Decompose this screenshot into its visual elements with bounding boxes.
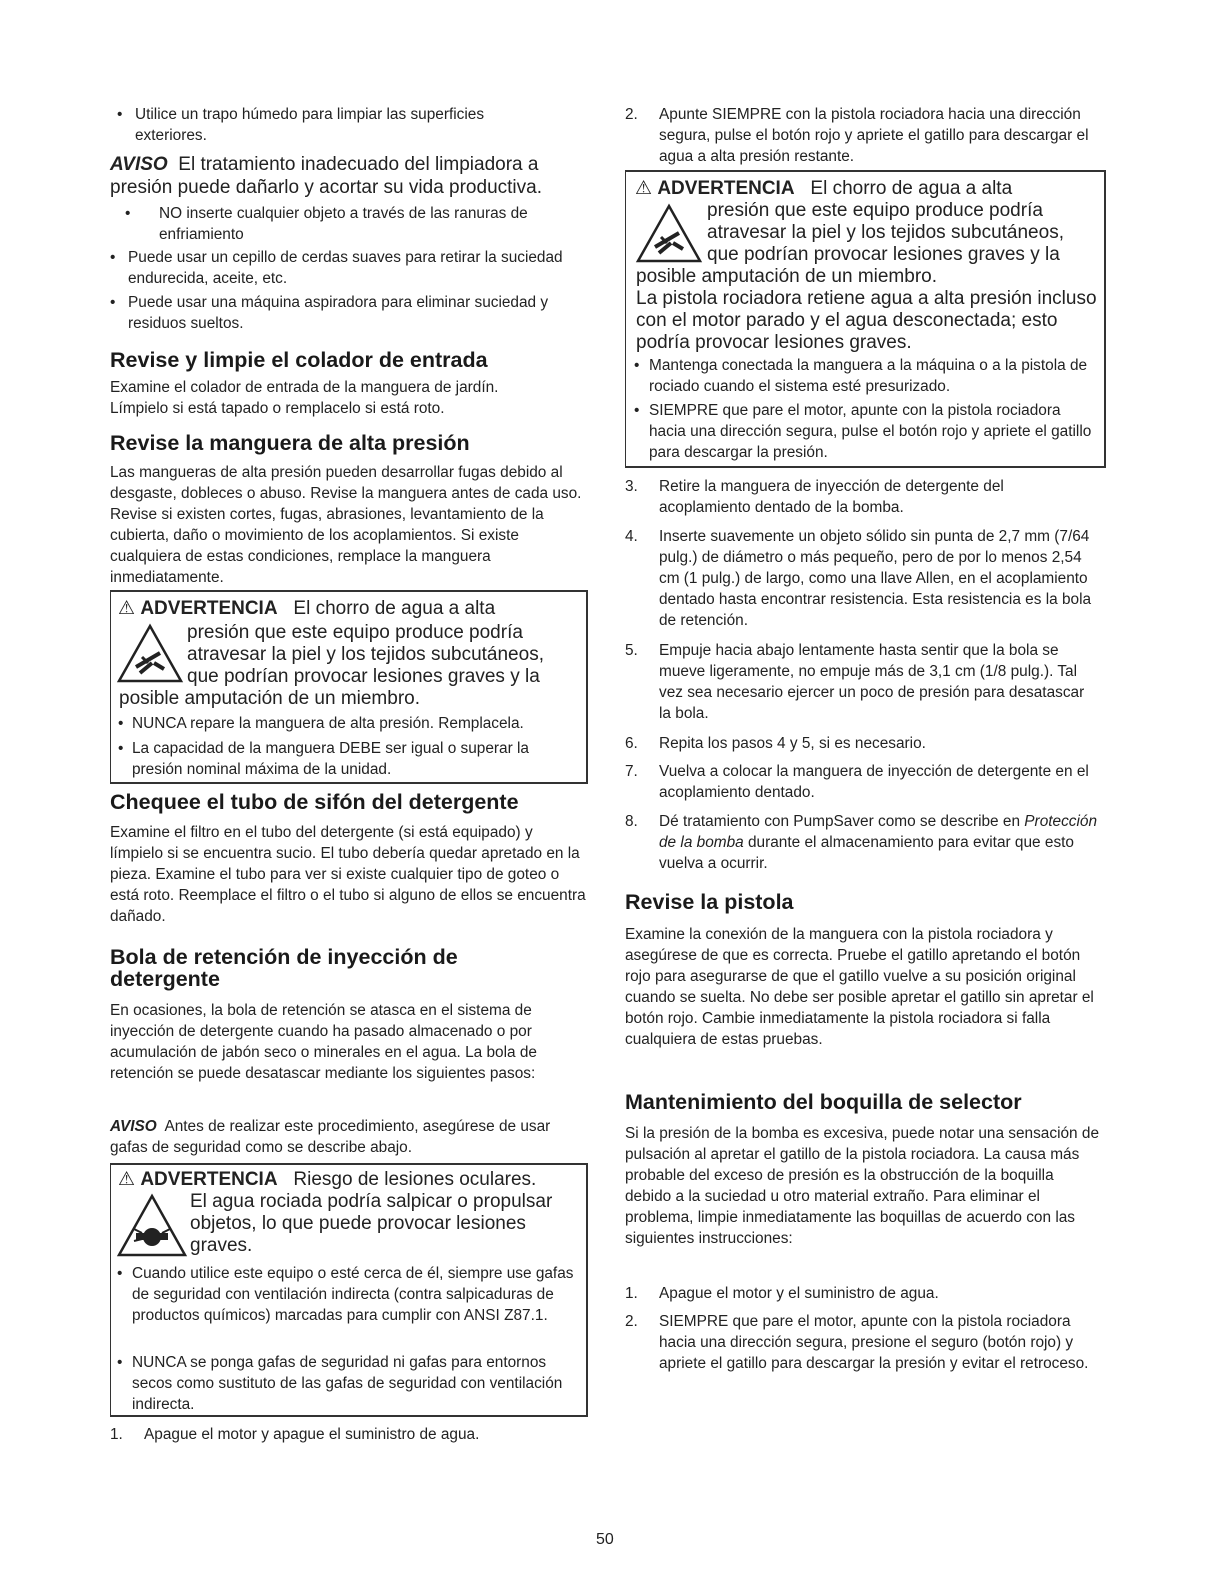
heading-boquilla: Mantenimiento del boquilla de selector [625,1090,1022,1114]
bullet-dot: • [110,294,116,311]
warning-header [118,598,578,620]
warning-triangle-icon: ⚠ [635,178,653,199]
aviso-text: El tratamiento inadecuado del limpiadora a presión puede dañarlo y acortar su vida productiva. [110,154,542,198]
warning-bullet [634,355,1099,397]
step-number: 8. [625,813,638,830]
bullet-dot: • [117,1354,123,1371]
step-number: 3. [625,478,638,495]
injection-hazard-icon [116,623,184,685]
warning-line: presión que este equipo produce podría [187,622,523,643]
step-number: 7. [625,763,638,780]
paragraph-pistola: Examine la conexión de la manguera con la pistola rociadora y asegúrese de que es correcta. Pruebe el gatillo apretando el botón rojo para asegurarse de que el gatillo vuelve a su posición original cuando se suelta. No debe ser posible apretar el gatillo sin apretar el botón rojo. Cambie inmediatamente la pistola rociadora si falla cualquiera de estas pruebas. [625,926,1094,1048]
bullet-text: Puede usar un cepillo de cerdas suaves para retirar la suciedad endurecida, aceite, etc. [128,249,563,287]
step-item [625,1311,1095,1374]
heading-sifon: Chequee el tubo de sifón del detergente [110,790,519,814]
warning-header [635,178,1100,200]
step-item [625,761,1095,803]
aviso-goggles [110,1116,588,1158]
bullet-text: Utilice un trapo húmedo para limpiar las superficies exteriores. [135,106,485,144]
bullet-ranuras [125,203,580,245]
warning-label: ADVERTENCIA [657,178,795,199]
warning-lead: Riesgo de lesiones oculares. [293,1169,537,1190]
warning-line: atravesar la piel y los tejidos subcutáneos, [187,644,544,665]
bullet-dot: • [634,402,640,419]
warning-line: graves. [190,1235,253,1256]
warning-label: ADVERTENCIA [140,598,278,619]
step-text-pre: Dé tratamiento con PumpSaver como se describe en [659,813,1021,830]
warning-bullet [118,738,580,780]
warning-line: El agua rociada podría salpicar o propulsar [190,1191,553,1212]
aviso-text: Antes de realizar este procedimiento, asegúrese de usar gafas de seguridad como se describe abajo. [110,1118,551,1156]
warning-bullet [117,1352,582,1415]
warning-line: que podrían provocar lesiones graves y la [707,244,1060,265]
bullet-text: NUNCA se ponga gafas de seguridad ni gafas para entornos secos como sustituto de las gafas de seguridad con ventilación indirecta. [132,1354,563,1413]
eye-protection-icon [116,1193,188,1259]
warning-extra: La pistola rociadora retiene agua a alta presión incluso con el motor parado y el agua desconectada; esto podría provocar lesiones graves. [636,288,1097,353]
bullet-dot: • [117,106,123,123]
step-number: 1. [110,1426,123,1443]
step-text-link: Protección de la bomba [659,813,1098,851]
bullet-text: NO inserte cualquier objeto a través de las ranuras de enfriamiento [159,205,528,243]
bullet-dot: • [118,715,124,732]
heading-colador: Revise y limpie el colador de entrada [110,348,488,372]
bullet-text: Puede usar una máquina aspiradora para eliminar suciedad y residuos sueltos. [128,294,549,332]
bullet-dot: • [118,740,124,757]
step-text-post: durante el almacenamiento para evitar que esto vuelva a ocurrir. [659,834,1074,872]
heading-bola: Bola de retención de inyección de detergente [110,945,458,991]
bullet-dot: • [125,205,131,222]
warning-tail: posible amputación de un miembro. [636,266,938,287]
warning-line: objetos, lo que puede provocar lesiones [190,1213,526,1234]
aviso-notice [110,153,580,199]
warning-triangle-icon: ⚠ [118,1169,136,1190]
warning-bullet [117,1263,582,1326]
step-item [625,811,1107,874]
aviso-label: AVISO [110,154,168,175]
warning-line: presión que este equipo produce podría [707,200,1043,221]
step-text [659,811,1107,874]
bullet-dot: • [110,249,116,266]
step-number: 6. [625,735,638,752]
step-item [625,640,1095,724]
bullet-text: Cuando utilice este equipo o esté cerca de él, siempre use gafas de seguridad con ventilación indirecta (contra salpicaduras de productos químicos) marcadas para cumplir con ANSI Z87.1. [132,1265,574,1324]
aviso-label: AVISO [110,1118,157,1135]
bullet-text: Mantenga conectada la manguera a la máquina o a la pistola de rociado cuando el sistema esté presurizado. [649,357,1088,395]
step-text: Inserte suavemente un objeto sólido sin punta de 2,7 mm (7/64 pulg.) de diámetro o más pequeño, pero de por lo menos 2,54 cm (1 pulg.) de largo, como una llave Allen, en el acoplamiento dentado hasta encontrar resistencia. Esta resistencia es la bola de retención. [659,528,1092,629]
heading-manguera: Revise la manguera de alta presión [110,431,470,455]
bullet-cepillo [110,247,580,289]
warning-lead: El chorro de agua a alta [293,598,496,619]
step-item [625,526,1095,631]
step-text: Retire la manguera de inyección de detergente del acoplamiento dentado de la bomba. [659,478,1004,516]
bullet-text: SIEMPRE que pare el motor, apunte con la pistola rociadora hacia una dirección segura, pulse el botón rojo y apriete el gatillo para descargar la presión. [649,402,1092,461]
warning-header [118,1169,578,1191]
warning-tail: posible amputación de un miembro. [119,688,421,709]
step-text: Apague el motor y el suministro de agua. [659,1285,939,1302]
step-item [110,1424,588,1445]
step-number: 1. [625,1285,638,1302]
step-text: Empuje hacia abajo lentamente hasta sentir que la bola se mueve ligeramente, no empuje más de 3,1 cm (1/8 pulg.). Tal vez sea necesario ejercer un poco de presión para desatascar la bola. [659,642,1085,722]
step-item [625,1283,1095,1304]
step-text: Repita los pasos 4 y 5, si es necesario. [659,735,926,752]
warning-lead: El chorro de agua a alta [810,178,1013,199]
step-item [625,476,1095,518]
warning-bullet [634,400,1099,463]
heading-pistola: Revise la pistola [625,890,794,914]
step-item [625,733,1095,754]
step-text: Vuelva a colocar la manguera de inyección de detergente en el acoplamiento dentado. [659,763,1089,801]
bullet-dot: • [634,357,640,374]
paragraph-sifon: Examine el filtro en el tubo del detergente (si está equipado) y límpielo si se encuentra sucio. El tubo debería quedar apretado en la pieza. Examine el tubo para ver si existe cualquier tipo de goteo o está roto. Reemplace el filtro o el tubo si alguno de ellos se encuentra dañado. [110,824,586,925]
bullet-dot: • [117,1265,123,1282]
step-item [625,104,1095,167]
bullet-text: NUNCA repare la manguera de alta presión. Remplacela. [132,715,524,732]
warning-bullet [118,713,580,734]
step-number: 4. [625,528,638,545]
injection-hazard-icon [634,203,704,265]
step-text: SIEMPRE que pare el motor, apunte con la pistola rociadora hacia una dirección segura, presione el seguro (botón rojo) y apriete el gatillo para descargar la presión y evitar el retroceso. [659,1313,1089,1372]
paragraph-manguera: Las mangueras de alta presión pueden desarrollar fugas debido al desgaste, dobleces o abuso. Revise la manguera antes de cada uso. Revise si existen cortes, fugas, abrasiones, levantamiento de la cubierta, daño o movimiento de los acoplamientos. Si existe cualquiera de estas condiciones, remplace la manguera inmediatamente. [110,464,582,586]
page-number: 50 [596,1531,614,1548]
warning-line: atravesar la piel y los tejidos subcutáneos, [707,222,1064,243]
paragraph-colador: Examine el colador de entrada de la manguera de jardín. Límpielo si está tapado o remplacelo si está roto. [110,379,499,417]
warning-line: que podrían provocar lesiones graves y la [187,666,540,687]
step-number: 2. [625,106,638,123]
step-text: Apunte SIEMPRE con la pistola rociadora hacia una dirección segura, pulse el botón rojo y apriete el gatillo para descargar el agua a alta presión restante. [659,106,1089,165]
bullet-aspiradora [110,292,580,334]
step-number: 5. [625,642,638,659]
bullet-trapo [117,104,557,146]
step-text: Apague el motor y apague el suministro de agua. [144,1426,480,1443]
warning-triangle-icon: ⚠ [118,598,136,619]
step-number: 2. [625,1313,638,1330]
paragraph-bola: En ocasiones, la bola de retención se atasca en el sistema de inyección de detergente cuando ha pasado almacenado o por acumulación de jabón seco o minerales en el agua. La bola de retención se puede desatascar mediante los siguientes pasos: [110,1002,537,1082]
paragraph-boquilla: Si la presión de la bomba es excesiva, puede notar una sensación de pulsación al apretar el gatillo de la pistola rociadora. La causa más probable del exceso de presión es la obstrucción de la boquilla debido a la suciedad u otro material extraño. Para eliminar el problema, limpie inmediatamente las boquillas de acuerdo con las siguientes instrucciones: [625,1125,1099,1247]
warning-label: ADVERTENCIA [140,1169,278,1190]
bullet-text: La capacidad de la manguera DEBE ser igual o superar la presión nominal máxima de la unidad. [132,740,529,778]
